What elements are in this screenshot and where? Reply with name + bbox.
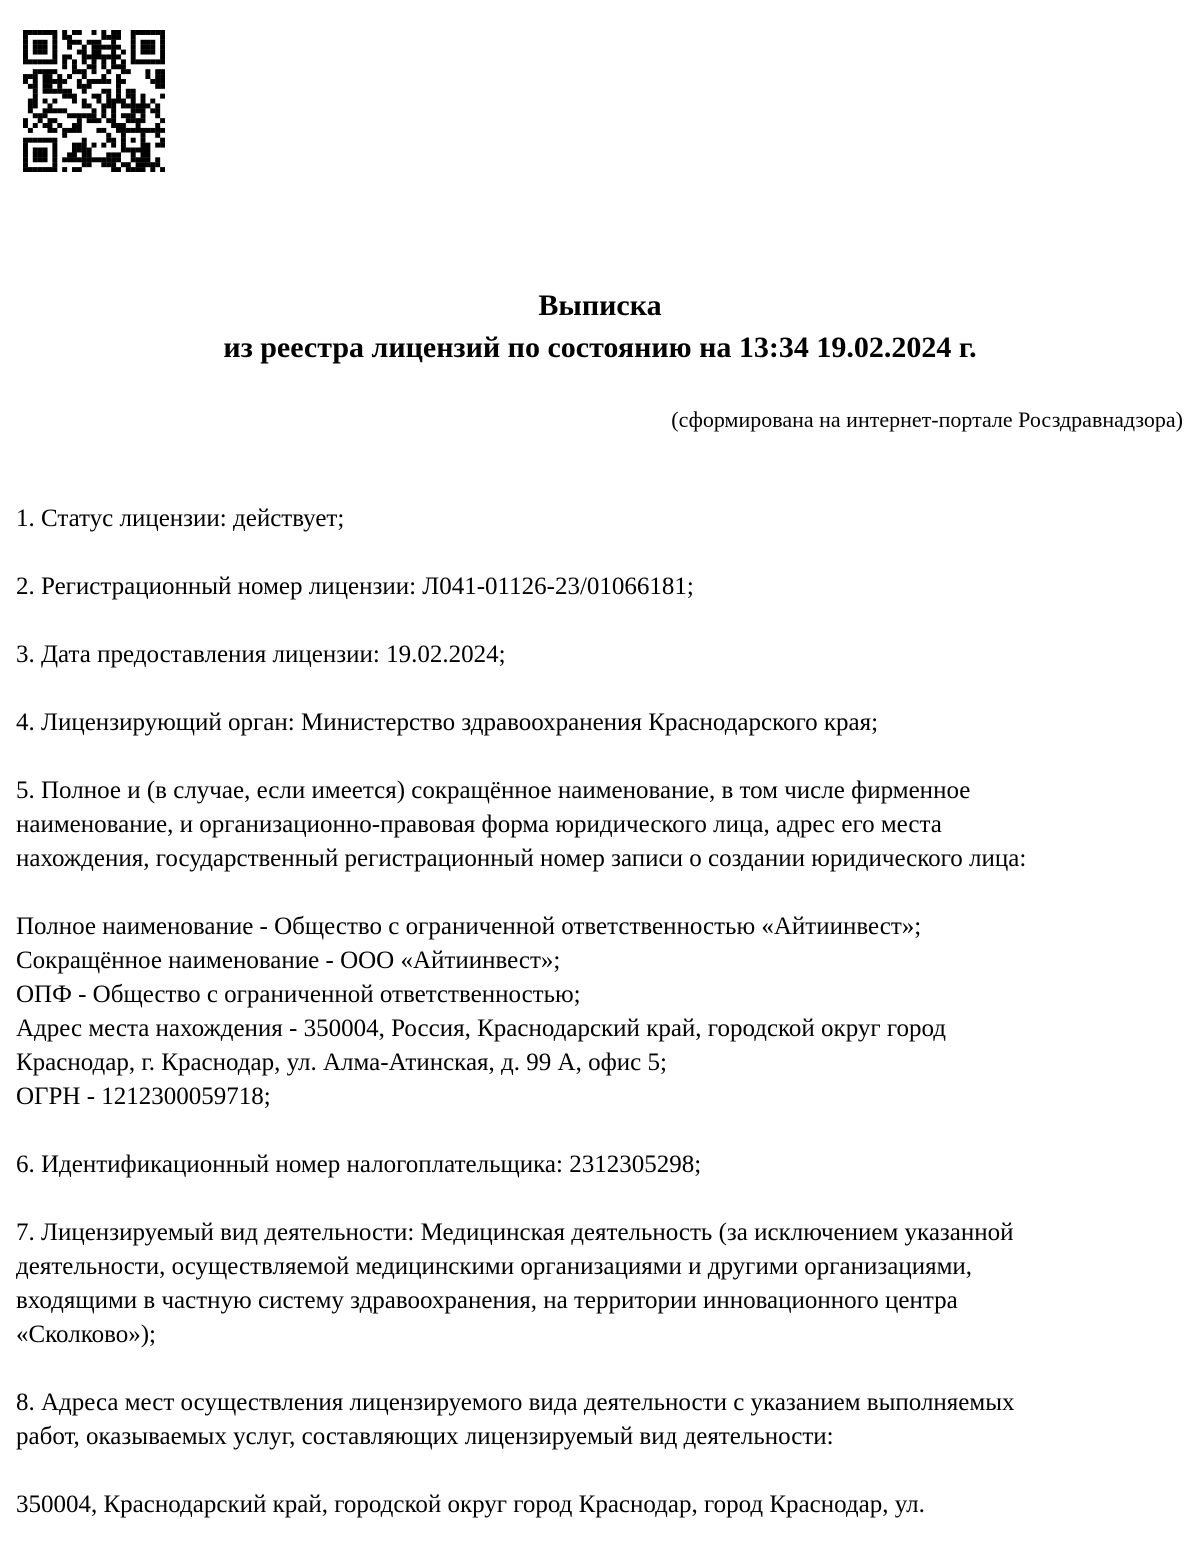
document-title <box>0 285 1200 369</box>
text-line: 7. Лицензируемый вид деятельности: Медицинская деятельность (за исключением указанной <box>16 1219 1014 1246</box>
paragraph <box>16 1488 1160 1522</box>
text-line: Сокращённое наименование - ООО «Айтиинвест»; <box>16 947 561 974</box>
text-line: нахождения, государственный регистрационный номер записи о создании юридического лица: <box>16 845 1027 872</box>
text-line: 1. Статус лицензии: действует; <box>16 505 345 532</box>
text-line: 6. Идентификационный номер налогоплательщика: 2312305298; <box>16 1151 702 1178</box>
text-line: Полное наименование - Общество с ограниченной ответственностью «Айтиинвест»; <box>16 913 922 940</box>
paragraph <box>16 638 1160 672</box>
text-line: Адрес места нахождения - 350004, Россия, Краснодарский край, городской округ город <box>16 1015 946 1042</box>
text-line: 4. Лицензирующий орган: Министерство здравоохранения Краснодарского края; <box>16 709 879 736</box>
paragraph <box>16 706 1160 740</box>
paragraph <box>16 502 1160 536</box>
text-line: ОПФ - Общество с ограниченной ответственностью; <box>16 981 581 1008</box>
formation-note: (сформирована на интернет-портале Росздравнадзора) <box>671 407 1183 432</box>
text-line: 8. Адреса мест осуществления лицензируемого вида деятельности с указанием выполняемых <box>16 1389 1015 1416</box>
text-line: 5. Полное и (в случае, если имеется) сокращённое наименование, в том числе фирменное <box>16 777 971 804</box>
paragraph <box>16 1386 1160 1454</box>
text-line: деятельности, осуществляемой медицинскими организациями и другими организациями, <box>16 1253 973 1280</box>
text-line: наименование, и организационно-правовая форма юридического лица, адрес его места <box>16 811 942 838</box>
text-line: 2. Регистрационный номер лицензии: Л041-01126-23/01066181; <box>16 573 694 600</box>
title-line-1: Выписка <box>538 289 662 322</box>
text-line: ОГРН - 1212300059718; <box>16 1083 271 1110</box>
qr-code-icon <box>23 30 165 172</box>
text-line: Краснодар, г. Краснодар, ул. Алма-Атинская, д. 99 А, офис 5; <box>16 1049 667 1076</box>
paragraph <box>16 1216 1160 1352</box>
text-line: 350004, Краснодарский край, городской округ город Краснодар, город Краснодар, ул. <box>16 1491 925 1518</box>
text-line: «Сколково»); <box>16 1321 156 1348</box>
title-line-2: из реестра лицензий по состоянию на 13:34 19.02.2024 г. <box>223 331 977 364</box>
text-line: 3. Дата предоставления лицензии: 19.02.2024; <box>16 641 506 668</box>
paragraph <box>16 1148 1160 1182</box>
paragraph <box>16 570 1160 604</box>
document-body <box>0 502 1200 1522</box>
text-line: входящими в частную систему здравоохранения, на территории инновационного центра <box>16 1287 958 1314</box>
paragraph <box>16 910 1160 1114</box>
text-line: работ, оказываемых услуг, составляющих лицензируемый вид деятельности: <box>16 1423 834 1450</box>
paragraph <box>16 774 1160 876</box>
